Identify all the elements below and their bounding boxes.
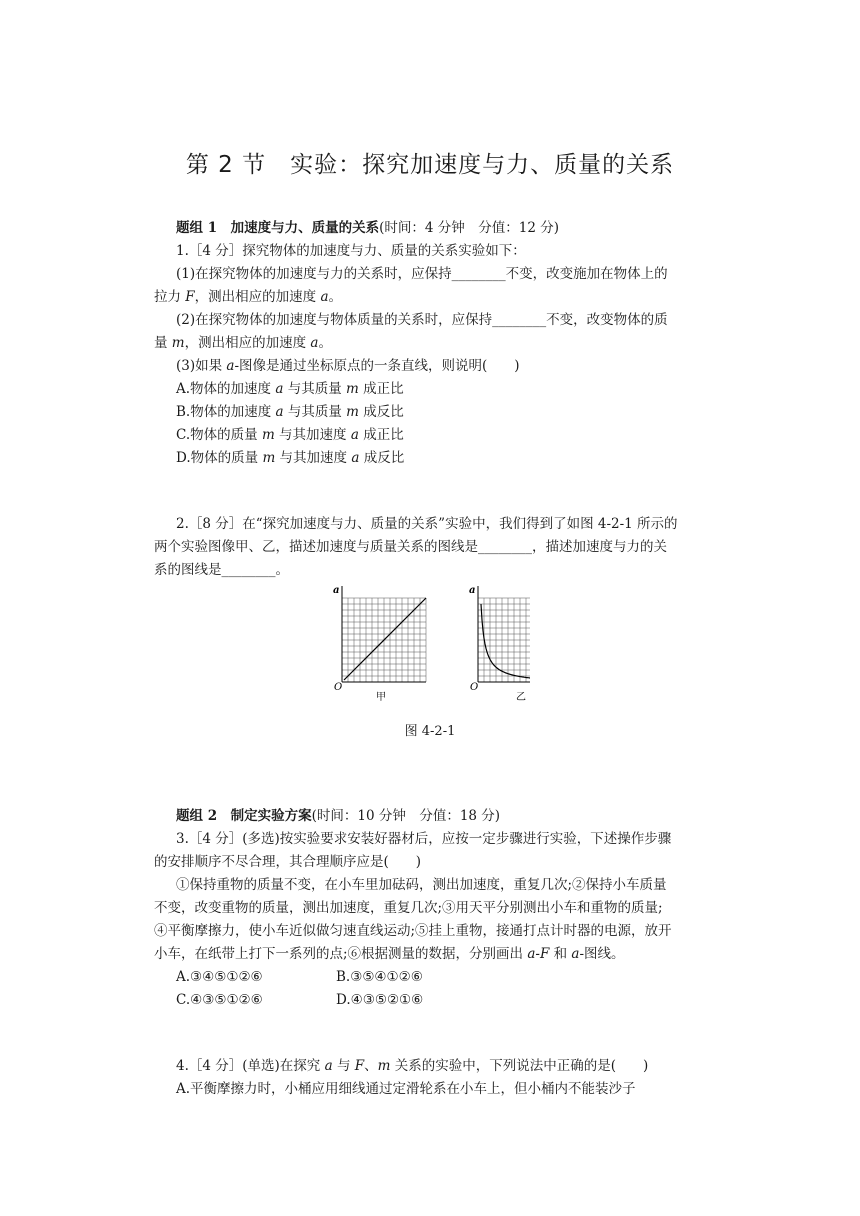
q2-line2: 两个实验图像甲、乙，描述加速度与质量关系的图线是________，描述加速度与力的关 (154, 539, 667, 555)
decay-curve-plot (481, 604, 530, 680)
q1-part2-line2: 量 m，测出相应的加速度 a。 (154, 335, 332, 351)
q3-option-b: B.③⑤④①②⑥ (336, 969, 423, 985)
group1-header (176, 219, 559, 237)
graph-label-jia: 甲 (376, 692, 386, 703)
graph-label-yi: 乙 (516, 692, 526, 703)
axis-label-a-right: a (469, 585, 476, 596)
q2-line3: 系的图线是________。 (154, 562, 289, 578)
q3-line1: 3.［4 分］(多选)按实验要求安装好器材后，应按一定步骤进行实验，下述操作步骤 (176, 831, 672, 847)
group1-meta: (时间：4 分钟 分值：12 分) (379, 220, 559, 236)
q1-option-b: B.物体的加速度 a 与其质量 m 成反比 (176, 404, 404, 420)
q1-option-a: A.物体的加速度 a 与其质量 m 成正比 (176, 381, 404, 397)
q1-option-d: D.物体的质量 m 与其加速度 a 成反比 (176, 450, 405, 466)
group1-heading: 题组 1 加速度与力、质量的关系 (176, 220, 380, 236)
axis-label-a-left: a (333, 585, 340, 596)
graph-yi (469, 585, 530, 703)
group2-header (176, 807, 500, 825)
q3-option-a: A.③④⑤①②⑥ (176, 969, 263, 985)
figure-4-2-1 (330, 582, 530, 708)
graph-jia (333, 585, 426, 703)
page-title: 第 2 节 实验：探究加速度与力、质量的关系 (185, 152, 675, 178)
figure-caption: 图 4-2-1 (404, 724, 456, 739)
group2-meta: (时间：10 分钟 分值：18 分) (311, 808, 501, 824)
q3-step-line4: 小车，在纸带上打下一系列的点;⑥根据测量的数据，分别画出 a-F 和 a-图线。 (154, 946, 625, 962)
figure-graphs (330, 582, 530, 708)
q1-part2-line1: (2)在探究物体的加速度与物体质量的关系时，应保持________不变，改变物体的质 (176, 312, 668, 328)
q3-step-line3: ④平衡摩擦力，使小车近似做匀速直线运动;⑤挂上重物，接通打点计时器的电源，放开 (154, 923, 672, 939)
straight-line-plot (344, 598, 426, 680)
q4-stem: 4.［4 分］(单选)在探究 a 与 F、m 关系的实验中，下列说法中正确的是( ) (176, 1058, 649, 1074)
q3-option-d: D.④③⑤②①⑥ (336, 992, 424, 1008)
q1-part1-line1: (1)在探究物体的加速度与力的关系时，应保持________不变，改变施加在物体上的 (176, 266, 668, 282)
q4-option-a: A.平衡摩擦力时，小桶应用细线通过定滑轮系在小车上，但小桶内不能装沙子 (176, 1081, 636, 1097)
q3-step-line1: ①保持重物的质量不变，在小车里加砝码，测出加速度，重复几次;②保持小车质量 (176, 877, 667, 893)
q1-part3: (3)如果 a-图像是通过坐标原点的一条直线，则说明( ) (176, 358, 520, 374)
q3-line2: 的安排顺序不尽合理，其合理顺序应是( ) (154, 854, 422, 870)
group2-heading: 题组 2 制定实验方案 (176, 808, 312, 824)
q1-stem: 1.［4 分］探究物体的加速度与力、质量的关系实验如下： (176, 243, 526, 259)
q1-option-c: C.物体的质量 m 与其加速度 a 成正比 (176, 427, 404, 443)
q1-part1-line2: 拉力 F，测出相应的加速度 a。 (154, 289, 343, 305)
q3-option-c: C.④③⑤①②⑥ (176, 992, 263, 1008)
q2-line1: 2.［8 分］在“探究加速度与力、质量的关系”实验中，我们得到了如图 4-2-1 所示的 (176, 516, 678, 532)
q3-step-line2: 不变，改变重物的质量，测出加速度，重复几次;③用天平分别测出小车和重物的质量; (154, 900, 663, 916)
origin-label-right: O (470, 682, 479, 693)
origin-label-left: O (334, 682, 343, 693)
